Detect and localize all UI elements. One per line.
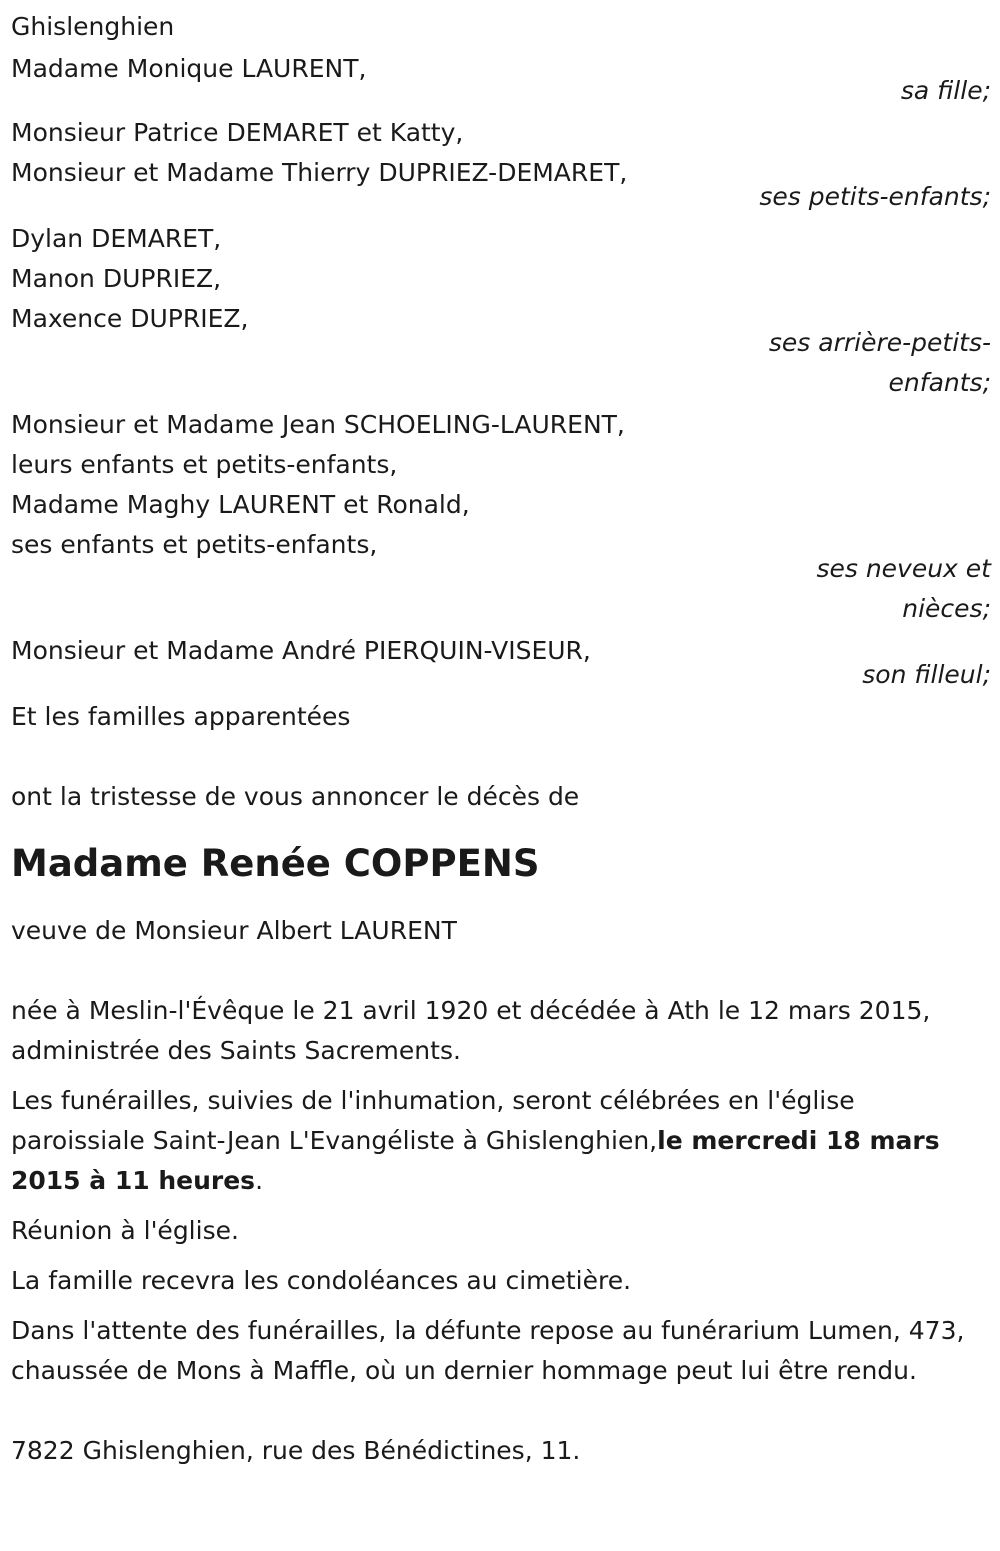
funeral-end: . — [255, 1166, 264, 1195]
funeral-paragraph — [11, 1081, 971, 1201]
family-name: Maxence DUPRIEZ, — [11, 304, 249, 333]
family-name: Madame Monique LAURENT, — [11, 54, 367, 83]
family-name: ses enfants et petits-enfants, — [11, 530, 378, 559]
family-role: ses arrière-petits- — [768, 328, 991, 357]
family-name: Monsieur Patrice DEMARET et Katty, — [11, 118, 464, 147]
funeral-text: Les funérailles, suivies de l'inhumation, seront célébrées en l'église paroissiale Saint-Jean L'Evangéliste à Ghislenghien, — [11, 1086, 855, 1155]
family-role: ses neveux et — [816, 554, 991, 583]
family-name: Madame Maghy LAURENT et Ronald, — [11, 490, 470, 519]
announcement-line: ont la tristesse de vous annoncer le décès de — [11, 782, 580, 811]
family-role: nièces; — [902, 594, 991, 623]
relatives-line: Et les familles apparentées — [11, 702, 351, 731]
address-line: 7822 Ghislenghien, rue des Bénédictines, 11. — [11, 1436, 581, 1465]
family-name: Monsieur et Madame Thierry DUPRIEZ-DEMARET, — [11, 158, 628, 187]
place-heading: Ghislenghien — [11, 12, 175, 41]
family-name: leurs enfants et petits-enfants, — [11, 450, 398, 479]
family-group-daughter — [11, 49, 991, 111]
meeting-line: Réunion à l'église. — [11, 1216, 239, 1245]
birth-death-line: née à Meslin-l'Évêque le 21 avril 1920 et décédée à Ath le 12 mars 2015, — [11, 996, 931, 1025]
sacraments-line: administrée des Saints Sacrements. — [11, 1036, 461, 1065]
family-role: enfants; — [888, 368, 991, 397]
family-name: Dylan DEMARET, — [11, 224, 222, 253]
family-group-great-grandchildren — [11, 219, 991, 403]
visitation-paragraph: Dans l'attente des funérailles, la défunte repose au funérarium Lumen, 473, chaussée de Mons à Maffle, où un dernier hommage peut lui être rendu. — [11, 1316, 965, 1385]
obituary-document — [11, 7, 991, 1471]
deceased-name: Madame Renée COPPENS — [11, 842, 540, 885]
family-role: sa fille; — [900, 76, 991, 105]
condolences-line: La famille recevra les condoléances au cimetière. — [11, 1266, 632, 1295]
family-group-nephews — [11, 405, 991, 629]
family-group-godson — [11, 631, 991, 695]
widow-of-line: veuve de Monsieur Albert LAURENT — [11, 916, 457, 945]
family-role: son filleul; — [862, 660, 991, 689]
funeral-date: le mercredi 18 mars 2015 à 11 heures — [11, 1126, 940, 1195]
family-name: Manon DUPRIEZ, — [11, 264, 222, 293]
family-name: Monsieur et Madame Jean SCHOELING-LAURENT, — [11, 410, 625, 439]
family-name: Monsieur et Madame André PIERQUIN-VISEUR, — [11, 636, 591, 665]
family-group-grandchildren — [11, 113, 991, 217]
family-role: ses petits-enfants; — [759, 182, 991, 211]
